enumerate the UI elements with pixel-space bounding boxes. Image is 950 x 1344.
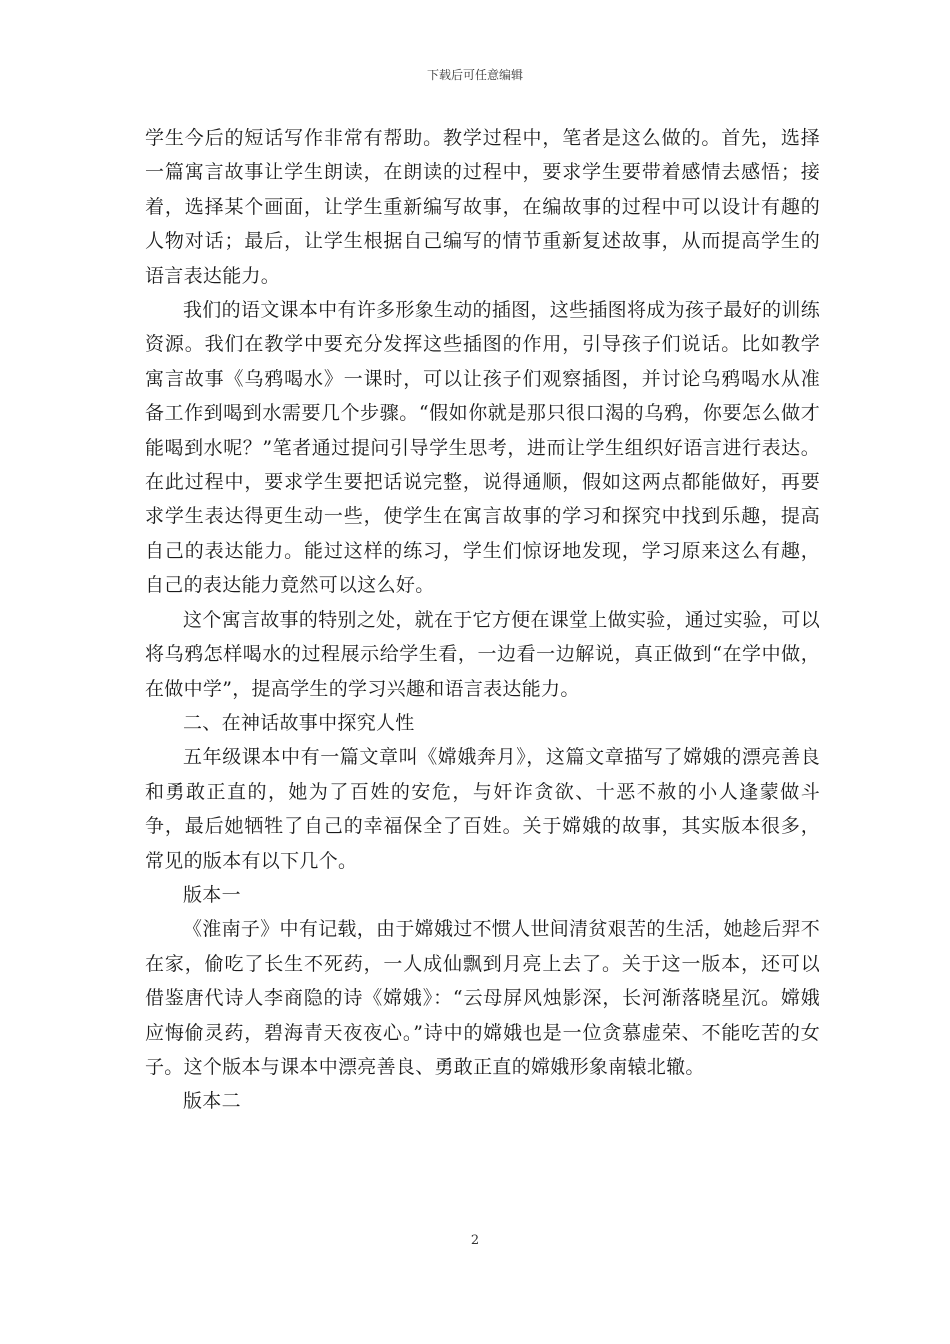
paragraph-change-e-intro: 五年级课本中有一篇文章叫《嫦娥奔月》，这篇文章描写了嫦娥的漂亮善良和勇敢正直的，她为了百姓的安危，与奸诈贪欲、十恶不赦的小人逢蒙做斗争，最后她牺牲了自己的幸福保全了百姓。关于嫦娥的故事，其实版本很多，常见的版本有以下几个。 [145,746,820,872]
version-one-heading: 版本一 [183,883,241,906]
page-number: 2 [470,1233,480,1248]
paragraph-continuation: 学生今后的短话写作非常有帮助。教学过程中，笔者是这么做的。首先，选择一篇寓言故事让学生朗读，在朗读的过程中，要求学生要带着感情去感悟；接着，选择某个画面，让学生重新编写故事，在编故事的过程中可以设计有趣的人物对话；最后，让学生根据自己编写的情节重新复述故事，从而提高学生的语言表达能力。 [145,127,820,287]
paragraph-version-one: 《淮南子》中有记载，由于嫦娥过不惯人世间清贫艰苦的生活，她趁后羿不在家，偷吃了长生不死药，一人成仙飘到月亮上去了。关于这一版本，还可以借鉴唐代诗人李商隐的诗《嫦娥》：“云母屏风烛影深，长河渐落晓星沉。嫦娥应悔偷灵药，碧海青天夜夜心。”诗中的嫦娥也是一位贪慕虚荣、不能吃苦的女子。这个版本与课本中漂亮善良、勇敢正直的嫦娥形象南辕北辙。 [145,918,820,1078]
paragraph-experiment: 这个寓言故事的特别之处，就在于它方便在课堂上做实验，通过实验，可以将乌鸦怎样喝水的过程展示给学生看，一边看一边解说，真正做到“在学中做，在做中学”，提高学生的学习兴趣和语言表达能力。 [145,608,820,700]
paragraph-illustration-training: 我们的语文课本中有许多形象生动的插图，这些插图将成为孩子最好的训练资源。我们在教学中要充分发挥这些插图的作用，引导孩子们说话。比如教学寓言故事《乌鸦喝水》一课时，可以让孩子们观察插图，并讨论乌鸦喝水从准备工作到喝到水需要几个步骤。“假如你就是那只很口渴的乌鸦，你要怎么做才能喝到水呢？”笔者通过提问引导学生思考，进而让学生组织好语言进行表达。在此过程中，要求学生要把话说完整，说得通顺，假如这两点都能做好，再要求学生表达得更生动一些，使学生在寓言故事的学习和探究中找到乐趣，提高自己的表达能力。能过这样的练习，学生们惊讶地发现，学习原来这么有趣，自己的表达能力竟然可以这么好。 [145,299,820,597]
page-header: 下载后可任意编辑 [426,68,523,82]
document-body [145,121,820,1119]
version-two-heading: 版本二 [183,1090,241,1113]
section-heading: 二、在神话故事中探究人性 [183,711,415,734]
